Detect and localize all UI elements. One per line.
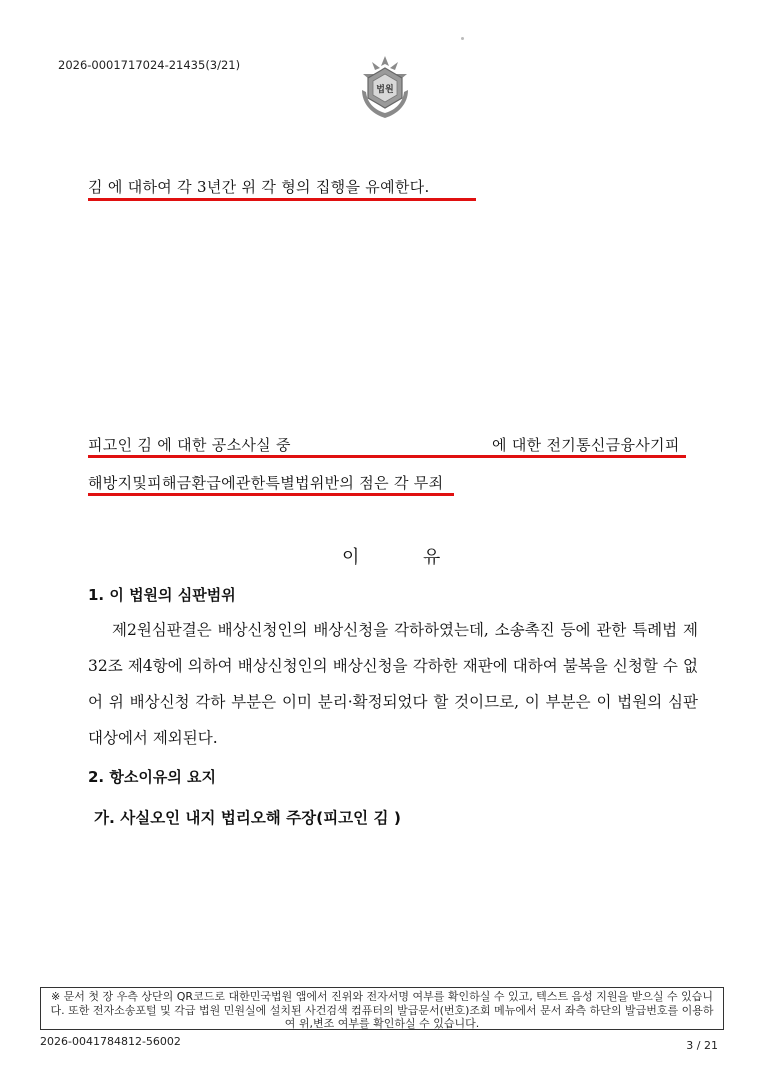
- reason-heading-char-1: 이: [342, 547, 362, 568]
- reason-heading: [342, 543, 442, 569]
- sentence-line-3: 해방지및피해금환급에관한특별법위반의 점은 각 무죄: [88, 474, 444, 492]
- section-2-title: 2. 항소이유의 요지: [88, 768, 217, 786]
- verification-notice: ※ 문서 첫 장 우측 상단의 QR코드로 대한민국법원 앱에서 진위와 전자서명 여부를 확인하실 수 있고, 텍스트 음성 지원을 받으실 수 있습니다. 또한 전자소송포털 및 각급 법원 민원실에 설치된 사건검색 컴퓨터의 발급문서(번호)조회 메뉴에서 문서 좌측 하단의 발급번호를 이용하여 위,변조 여부를 확인하실 수 있습니다.: [40, 987, 724, 1030]
- scan-speck: [461, 37, 464, 40]
- sentence-line-2-left: 피고인 김 에 대한 공소사실 중: [88, 436, 291, 454]
- document-number: 2026-0001717024-21435(3/21): [58, 58, 241, 72]
- section-1-title: 1. 이 법원의 심판범위: [88, 586, 236, 604]
- sentence-line-1: 김 에 대하여 각 3년간 위 각 형의 집행을 유예한다.: [88, 178, 430, 196]
- underline-3: [88, 493, 454, 496]
- sentence-line-2-right: 에 대한 전기통신금융사기피: [492, 436, 680, 454]
- seal-text: 법원: [376, 85, 394, 95]
- section-1-body: 제2원심판결은 배상신청인의 배상신청을 각하하였는데, 소송촉진 등에 관한 특례법 제32조 제4항에 의하여 배상신청인의 배상신청을 각하한 재판에 대하여 불복을 신청할 수 없어 위 배상신청 각하 부분은 이미 분리·확정되었다 할 것이므로, 이 부분은 이 법원의 심판대상에서 제외된다.: [88, 621, 698, 747]
- reason-heading-char-2: 유: [422, 547, 443, 568]
- underline-2: [88, 455, 686, 458]
- page-number: 3 / 21: [686, 1039, 718, 1052]
- underline-1: [88, 198, 476, 201]
- section-2-subtitle: 가. 사실오인 내지 법리오해 주장(피고인 김 ): [94, 809, 401, 827]
- issue-number: 2026-0041784812-56002: [40, 1035, 181, 1048]
- court-seal-icon: [354, 52, 416, 122]
